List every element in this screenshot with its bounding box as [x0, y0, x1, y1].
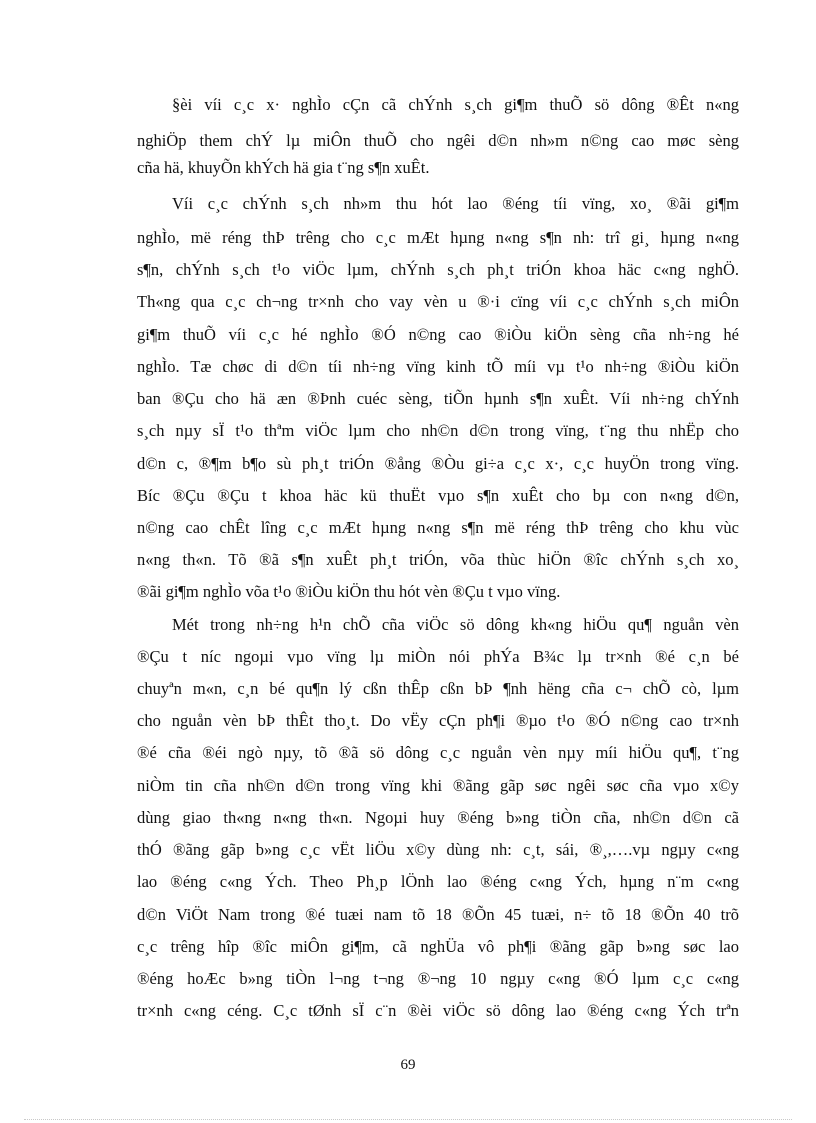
- text-line: nghiÖp them chÝ lµ miÔn thuÕ cho ngêi d©n nh»m n©ng cao møc sèng: [137, 131, 739, 150]
- text-line: s¶n, chÝnh s¸ch t¹o viÖc lµm, chÝnh s¸ch ph¸t triÓn khoa häc c«ng nghÖ.: [137, 260, 739, 279]
- text-line: nghÌo, më réng thÞ trêng cho c¸c mÆt hµng n«ng s¶n nh: trî gi¸ hµng n«ng: [137, 228, 739, 247]
- text-line: ®ãi gi¶m nghÌo võa t¹o ®iÒu kiÖn thu hót vèn ®Çu t vµo vïng.: [137, 582, 561, 601]
- text-line: thÓ ®ãng gãp b»ng c¸c vËt liÖu x©y dùng nh: c¸t, sái, ®¸,….vµ ngµy c«ng: [137, 840, 739, 859]
- text-line: niÒm tin cña nh©n d©n trong vïng khi ®ãng gãp søc ngêi søc cña vµo x©y: [137, 776, 739, 795]
- text-line: chuyªn m«n, c¸n bé qu¶n lý cßn thÊp cßn bÞ ¶nh hëng cña c¬ chÕ cò, lµm: [137, 679, 739, 698]
- text-line: s¸ch nµy sÏ t¹o thªm viÖc lµm cho nh©n d©n trong vïng, t¨ng thu nhËp cho: [137, 421, 739, 440]
- text-line: cña hä, khuyÕn khÝch hä gia t¨ng s¶n xuÊt.: [137, 158, 430, 177]
- text-line: Th«ng qua c¸c ch¬ng tr×nh cho vay vèn u ®·i cïng víi c¸c chÝnh s¸ch miÔn: [137, 292, 739, 311]
- text-line: §èi víi c¸c x· nghÌo cÇn cã chÝnh s¸ch gi¶m thuÕ sö dông ®Êt n«ng: [172, 95, 739, 114]
- text-line: d©n c, ®¶m b¶o sù ph¸t triÓn ®ång ®Òu gi÷a c¸c x·, c¸c huyÖn trong vïng.: [137, 454, 739, 473]
- text-line: lao ®éng c«ng Ých. Theo Ph¸p lÖnh lao ®éng c«ng Ých, hµng n¨m c«ng: [137, 872, 739, 891]
- text-line: c¸c trêng hîp ®îc miÔn gi¶m, cã nghÜa vô ph¶i ®ãng gãp b»ng søc lao: [137, 937, 739, 956]
- text-line: Víi c¸c chÝnh s¸ch nh»m thu hót lao ®éng tíi vïng, xo¸ ®ãi gi¶m: [172, 194, 739, 213]
- text-line: ®é cña ®éi ngò nµy, tõ ®ã sö dông c¸c nguån vèn nµy míi hiÖu qu¶, t¨ng: [137, 743, 739, 762]
- text-line: Bíc ®Çu ®Çu t khoa häc kü thuËt vµo s¶n xuÊt cho bµ con n«ng d©n,: [137, 486, 739, 505]
- text-line: ®éng hoÆc b»ng tiÒn l¬ng t¬ng ®¬ng 10 ngµy c«ng ®Ó lµm c¸c c«ng: [137, 969, 739, 988]
- text-line: d©n ViÖt Nam trong ®é tuæi nam tõ 18 ®Õn 45 tuæi, n÷ tõ 18 ®Õn 40 trõ: [137, 905, 739, 924]
- text-line: tr×nh c«ng céng. C¸c tØnh sÏ c¨n ®èi viÖc sö dông lao ®éng c«ng Ých trªn: [137, 1001, 739, 1020]
- text-line: ®Çu t níc ngoµi vµo vïng lµ miÒn nói phÝa B¾c lµ tr×nh ®é c¸n bé: [137, 647, 739, 666]
- text-line: dùng giao th«ng n«ng th«n. Ngoµi huy ®éng b»ng tiÒn cña, nh©n d©n cã: [137, 808, 739, 827]
- text-line: nghÌo. Tæ chøc di d©n tíi nh÷ng vïng kinh tÕ míi vµ t¹o nh÷ng ®iÒu kiÖn: [137, 357, 739, 376]
- text-line: ban ®Çu cho hä æn ®Þnh cuéc sèng, tiÕn hµnh s¶n xuÊt. Víi nh÷ng chÝnh: [137, 389, 739, 408]
- text-line: Mét trong nh÷ng h¹n chÕ cña viÖc sö dông kh«ng hiÖu qu¶ nguån vèn: [172, 615, 739, 634]
- footer-divider: [24, 1119, 792, 1120]
- text-line: cho nguån vèn bÞ thÊt tho¸t. Do vËy cÇn ph¶i ®µo t¹o ®Ó n©ng cao tr×nh: [137, 711, 739, 730]
- text-line: gi¶m thuÕ víi c¸c hé nghÌo ®Ó n©ng cao ®iÒu kiÖn sèng cña nh÷ng hé: [137, 325, 739, 344]
- page-number: 69: [400, 1057, 416, 1073]
- text-line: n©ng cao chÊt lîng c¸c mÆt hµng n«ng s¶n më réng thÞ trêng cho khu vùc: [137, 518, 739, 537]
- text-line: n«ng th«n. Tõ ®ã s¶n xuÊt ph¸t triÓn, võa thùc hiÖn ®îc chÝnh s¸ch xo¸: [137, 550, 739, 569]
